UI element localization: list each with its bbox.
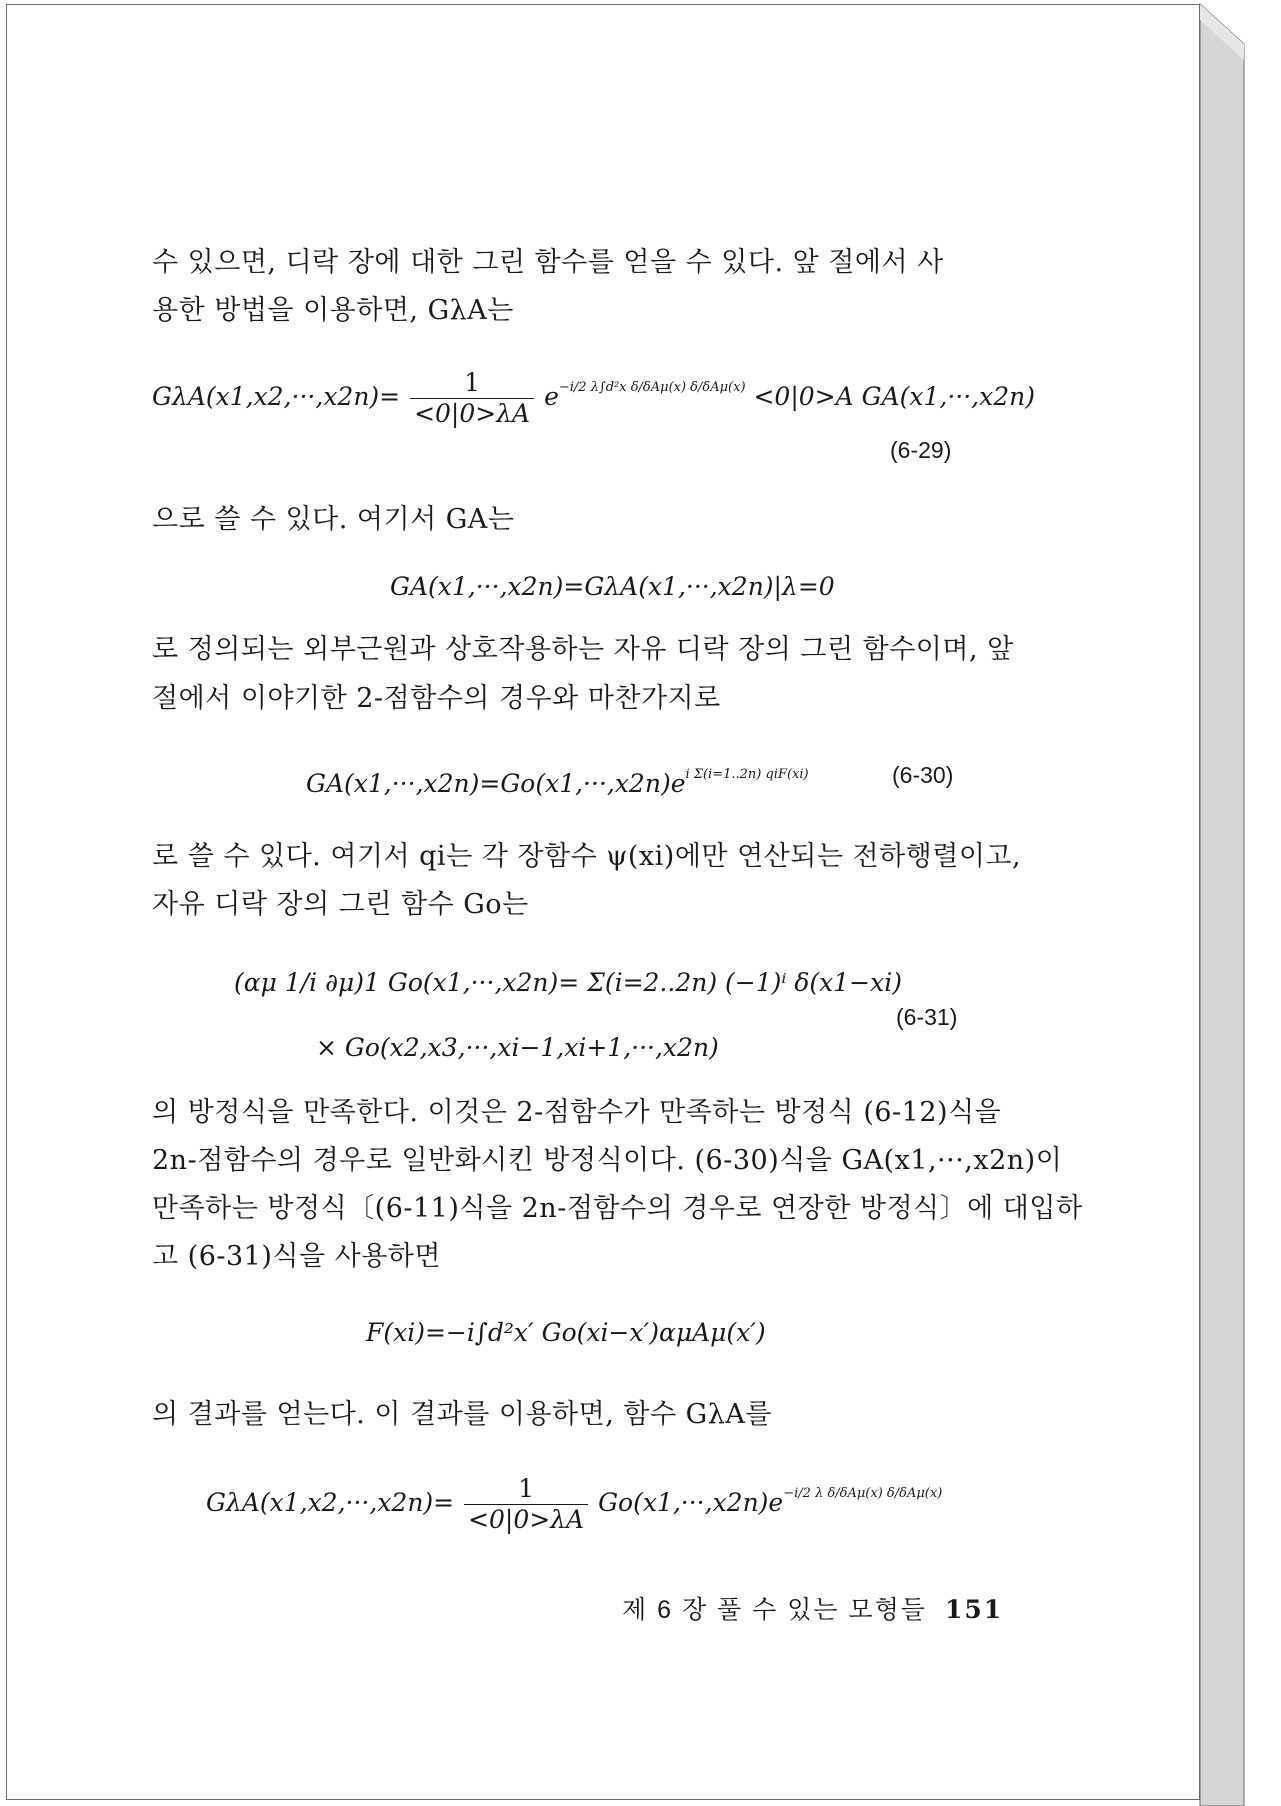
paragraph-5-line-1: 의 방정식을 만족한다. 이것은 2-점함수가 만족하는 방정식 (6-12)식을: [152, 1097, 1002, 1128]
equation-6-31-line-2: × Go(x2,x3,···,xi−1,xi+1,···,x2n): [316, 1033, 719, 1062]
equation-number-6-29: (6-29): [890, 437, 952, 463]
eq29-frac-num: 1: [410, 368, 534, 399]
eq29-exponent: −i/2 λ∫d²x δ/δAμ(x) δ/δAμ(x): [558, 380, 746, 395]
page-number: 151: [944, 1595, 1004, 1624]
eq30-exponent: i Σ(i=1..2n) qiF(xi): [685, 767, 809, 782]
equation-final: [206, 1474, 942, 1535]
paragraph-6-line-1: 의 결과를 얻는다. 이 결과를 이용하면, 함수 GλA를: [152, 1399, 772, 1430]
eq-last-lhs: GλA(x1,x2,···,x2n)=: [206, 1488, 455, 1517]
equation-6-31-line-1: (αμ 1/i ∂μ)1 Go(x1,···,x2n)= Σ(i=2..2n) (−1)ⁱ δ(x1−xi): [234, 968, 902, 997]
paragraph-1-line-1: 수 있으면, 디락 장에 대한 그린 함수를 얻을 수 있다. 앞 절에서 사: [152, 247, 944, 278]
equation-6-29: [152, 368, 1035, 429]
paragraph-5-line-4: 고 (6-31)식을 사용하면: [152, 1241, 441, 1272]
eq29-lhs: GλA(x1,x2,···,x2n)=: [152, 382, 401, 411]
paragraph-1-line-2: 용한 방법을 이용하면, GλA는: [152, 295, 514, 326]
eq29-rhs: <0|0>A GA(x1,···,x2n): [753, 382, 1035, 411]
eq29-exp-base: e: [544, 382, 559, 411]
equation-6-30: [306, 760, 809, 799]
equation-number-6-31: (6-31): [896, 1004, 958, 1030]
page-footer: [622, 1590, 1003, 1626]
eq-last-exponent: −i/2 λ δ/δAμ(x) δ/δAμ(x): [783, 1486, 943, 1501]
paragraph-2-line-1: 으로 쓸 수 있다. 여기서 GA는: [152, 504, 515, 535]
equation-GA-definition: GA(x1,···,x2n)=GλA(x1,···,x2n)|λ=0: [390, 572, 835, 601]
equation-F-of-x: F(xi)=−i∫d²x′ Go(xi−x′)αμAμ(x′): [366, 1318, 766, 1347]
paragraph-4-line-2: 자유 디락 장의 그린 함수 Go는: [152, 889, 529, 920]
eq29-frac-den: <0|0>λA: [414, 399, 531, 428]
chapter-title: 제 6 장 풀 수 있는 모형들: [622, 1596, 927, 1624]
paragraph-3-line-2: 절에서 이야기한 2-점함수의 경우와 마찬가지로: [152, 683, 721, 714]
paragraph-3-line-1: 로 정의되는 외부근원과 상호작용하는 자유 디락 장의 그린 함수이며, 앞: [152, 634, 1014, 665]
paragraph-5-line-2: 2n-점함수의 경우로 일반화시킨 방정식이다. (6-30)식을 GA(x1,···,x2n)이: [152, 1145, 1063, 1176]
eq-last-frac-den: <0|0>λA: [468, 1505, 585, 1534]
eq-last-fraction: [464, 1474, 588, 1535]
equation-number-6-30: (6-30): [892, 762, 954, 788]
paragraph-5-line-3: 만족하는 방정식〔(6-11)식을 2n-점함수의 경우로 연장한 방정식〕에 대입하: [152, 1193, 1083, 1224]
eq-last-frac-num: 1: [464, 1474, 588, 1505]
eq29-fraction: [410, 368, 534, 429]
paragraph-4-line-1: 로 쓸 수 있다. 여기서 qi는 각 장함수 ψ(xi)에만 연산되는 전하행렬이고,: [152, 841, 1022, 872]
eq30-body: GA(x1,···,x2n)=Go(x1,···,x2n)e: [306, 769, 686, 798]
eq-last-rhs: Go(x1,···,x2n)e: [598, 1488, 784, 1517]
